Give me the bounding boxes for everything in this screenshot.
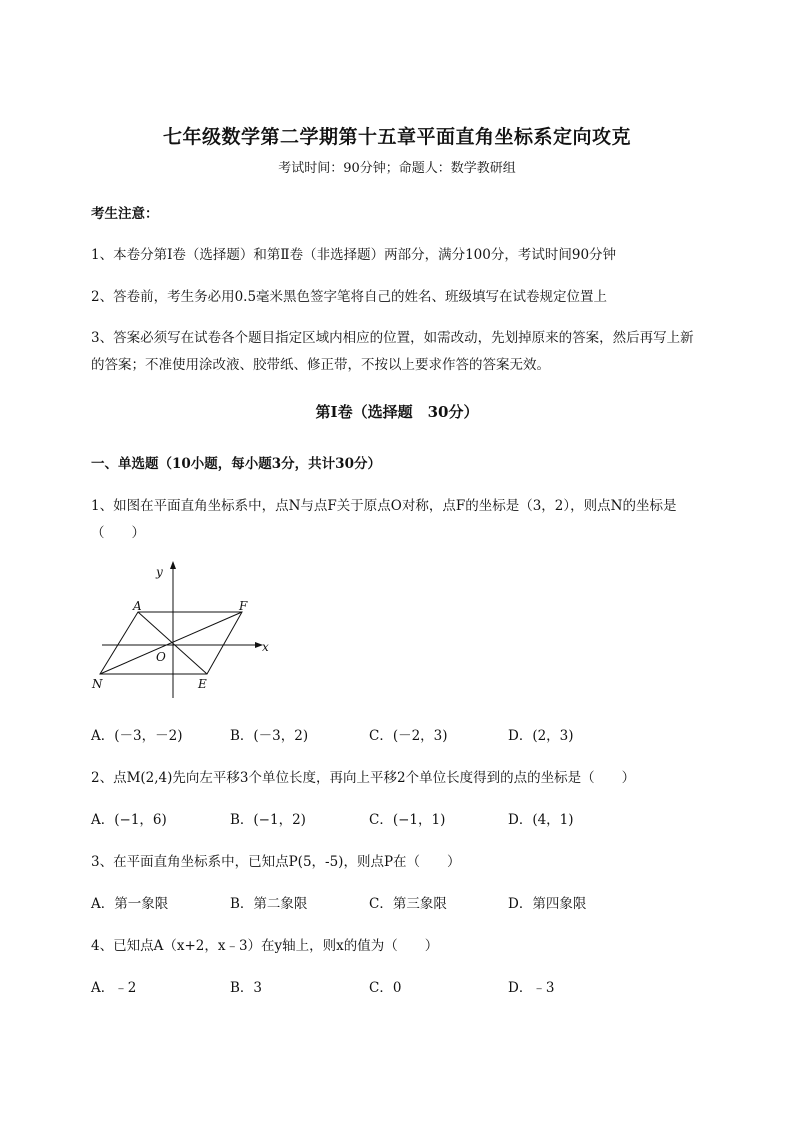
question-4-option-b[interactable]: B．3	[230, 980, 263, 996]
question-4-option-c[interactable]: C．0	[369, 980, 402, 996]
question-1-stem: 1、如图在平面直角坐标系中，点N与点F关于原点O对称，点F的坐标是（3，2），则点N的坐标是	[91, 498, 677, 514]
question-2-option-c[interactable]: C．(−1，1)	[369, 812, 446, 828]
question-2-option-a[interactable]: A．(−1，6)	[91, 812, 167, 828]
question-4-stem: 4、已知点A（x+2，x﹣3）在y轴上，则x的值为（ ）	[91, 938, 439, 954]
label-y: y	[156, 565, 163, 579]
question-1-option-c[interactable]: C．(－2，3)	[369, 728, 448, 744]
notice-item-3: 3、答案必须写在试卷各个题目指定区域内相应的位置，如需改动，先划掉原来的答案，然后再写上新	[91, 330, 694, 346]
question-3-option-b[interactable]: B．第二象限	[230, 896, 308, 912]
label-e: E	[198, 677, 207, 691]
question-1-option-b[interactable]: B．(－3，2)	[230, 728, 309, 744]
coordinate-figure	[90, 558, 280, 703]
part-heading: 一、单选题（10小题，每小题3分，共计30分）	[91, 456, 381, 472]
question-3-option-c[interactable]: C．第三象限	[369, 896, 447, 912]
question-2-stem: 2、点M(2,4)先向左平移3个单位长度，再向上平移2个单位长度得到的点的坐标是（ ）	[91, 770, 636, 786]
page-subtitle: 考试时间：90分钟；命题人：数学教研组	[278, 161, 516, 176]
notice-item-2: 2、答卷前，考生务必用0.5毫米黑色签字笔将自己的姓名、班级填写在试卷规定位置上	[91, 289, 608, 305]
notice-heading: 考生注意：	[91, 206, 159, 222]
label-n: N	[92, 677, 103, 691]
question-2-option-d[interactable]: D．(4，1)	[508, 812, 574, 828]
question-3-option-a[interactable]: A．第一象限	[91, 896, 169, 912]
question-1-option-a[interactable]: A．(－3，－2)	[91, 728, 183, 744]
section-title: 第Ⅰ卷（选择题 30分）	[315, 403, 479, 421]
notice-item-1: 1、本卷分第Ⅰ卷（选择题）和第Ⅱ卷（非选择题）两部分，满分100分，考试时间90分钟	[91, 247, 617, 263]
label-x: x	[262, 640, 269, 654]
page-title: 七年级数学第二学期第十五章平面直角坐标系定向攻克	[162, 126, 631, 148]
label-f: F	[239, 599, 248, 613]
question-4-option-d[interactable]: D．﹣3	[508, 980, 555, 996]
label-a: A	[133, 599, 142, 613]
label-o: O	[156, 650, 166, 664]
diagonal-fn	[100, 612, 242, 674]
question-1-stem-cont: （ ）	[91, 525, 145, 541]
question-2-option-b[interactable]: B．(−1，2)	[230, 812, 306, 828]
question-3-stem: 3、在平面直角坐标系中，已知点P(5，-5)，则点P在（ ）	[91, 854, 461, 870]
question-4-option-a[interactable]: A．﹣2	[91, 980, 137, 996]
question-1-option-d[interactable]: D．(2，3)	[508, 728, 574, 744]
notice-item-3-cont: 的答案；不准使用涂改液、胶带纸、修正带，不按以上要求作答的答案无效。	[91, 357, 550, 373]
question-3-option-d[interactable]: D．第四象限	[508, 896, 587, 912]
